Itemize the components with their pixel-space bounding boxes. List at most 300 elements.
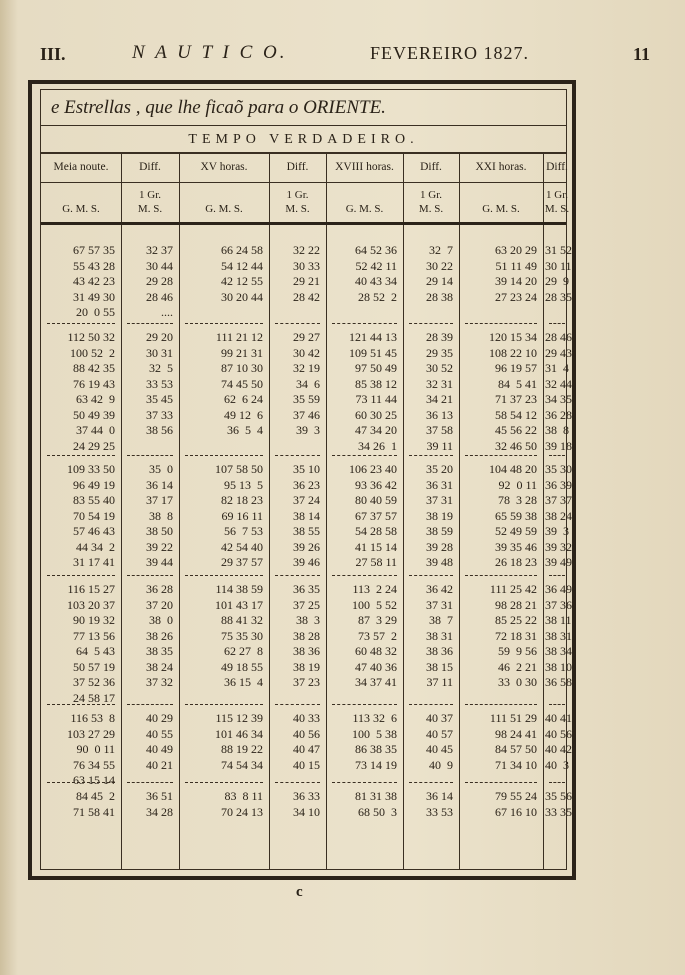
table-cell: 27 58 11 [355,555,397,569]
table-cell: 30 11 [545,258,572,273]
table-cell: 84 57 50 [495,742,537,756]
table-cell: 101 46 34 [215,726,263,741]
table-cell: 36 51 [146,789,173,803]
table-cell: 113 32 6 [352,711,397,725]
table-cell: 32 22 [293,243,320,257]
table-cell: 34 21 [426,392,453,406]
group-separator [185,323,263,324]
table-cell: 39 44 [146,555,173,569]
group-separator [47,455,115,456]
table-cell: 28 42 [293,289,320,304]
table-cell: 29 43 [545,345,572,360]
header-rule [41,182,566,183]
table-cell: 40 37 [426,711,453,725]
table-cell: 49 12 6 [224,407,263,422]
table-cell: 36 39 [545,477,572,492]
table-cell: 38 8 [545,423,569,437]
table-cell: 72 18 31 [495,628,537,643]
table-frame [28,80,576,880]
table-cell: 54 12 44 [221,258,263,273]
table-cell: 115 12 39 [215,711,263,725]
table-cell: 73 11 44 [355,392,397,406]
table-cell: 47 34 20 [355,423,397,437]
table-cell: 96 49 19 [73,477,115,492]
table-cell: 27 23 24 [495,289,537,304]
table-cell: 32 31 [426,376,453,391]
table-cell: 38 10 [545,659,572,674]
table-cell: 37 36 [545,597,572,612]
group-separator [549,455,565,456]
table-cell: 36 14 [426,789,453,803]
table-cell: 38 36 [293,644,320,658]
column-heading: XVIII horas. [335,161,394,173]
table-cell: 60 30 25 [355,407,397,422]
table-cell: 84 5 41 [498,376,537,391]
table-cell: 114 38 59 [215,582,263,596]
table-cell: 55 43 28 [73,258,115,273]
table-cell: 82 18 23 [221,493,263,507]
table-cell: .... [161,305,173,319]
table-cell: 84 45 2 [76,789,115,803]
table-cell: 30 20 44 [221,289,263,304]
table-cell: 35 56 [545,789,572,803]
table-cell: 29 14 [426,274,453,288]
table-cell: 83 55 40 [73,493,115,507]
table-cell: 57 46 43 [73,524,115,538]
group-separator [127,782,173,783]
table-cell: 35 0 [149,462,173,476]
table-cell: 38 31 [426,628,453,643]
column-divider [543,154,544,869]
table-cell: 112 50 32 [67,330,115,344]
table-cell: 71 34 10 [495,757,537,772]
table-cell: 38 8 [149,508,173,523]
ephemeris-table [40,89,572,870]
table-cell: 36 33 [293,789,320,803]
table-cell: 28 46 [545,330,572,344]
column-heading: Diff. [139,161,161,173]
table-cell: 113 2 24 [352,582,397,596]
column-subheading: M. S. [418,203,444,215]
table-cell: 62 27 8 [224,644,263,658]
group-separator [275,704,320,705]
table-cell: 120 15 34 [489,330,537,344]
table-cell: 107 58 50 [215,462,263,476]
table-cell: 39 18 [545,438,572,453]
column-heading: XV horas. [200,161,248,173]
table-cell: 58 54 12 [495,407,537,422]
column-subheading: G. M. S. [205,203,243,215]
group-separator [332,575,397,576]
column-unit: 1 Gr. [286,189,309,201]
table-cell: 40 21 [146,757,173,772]
group-separator [465,575,537,576]
running-head [40,40,650,70]
table-cell: 40 57 [426,726,453,741]
table-cell: 121 44 13 [349,330,397,344]
table-cell: 37 25 [293,597,320,612]
table-cell: 74 54 34 [221,757,263,772]
table-cell: 30 52 [426,361,453,375]
column-unit: 1 Gr. [546,189,568,201]
group-separator [549,323,565,324]
group-separator [465,323,537,324]
table-cell: 38 19 [426,508,453,523]
column-divider [326,154,327,869]
table-cell: 40 41 [545,711,572,725]
table-cell: 30 44 [146,258,173,273]
table-cell: 49 18 55 [221,659,263,674]
table-cell: 36 49 [545,582,572,596]
tempo-heading: TEMPO VERDADEIRO. [41,126,566,154]
table-cell: 40 33 [293,711,320,725]
column-subheading: M. S. [285,203,310,215]
table-cell: 32 46 50 [495,438,537,453]
table-cell: 76 19 43 [73,376,115,391]
table-cell: 33 0 30 [498,675,537,689]
group-separator [127,704,173,705]
table-cell: 63 15 14 [73,773,115,787]
group-separator [127,455,173,456]
table-cell: 96 19 57 [495,361,537,375]
group-separator [549,704,565,705]
table-cell: 36 31 [426,477,453,492]
table-cell: 39 26 [293,539,320,554]
table-cell: 29 37 57 [221,555,263,569]
table-cell: 67 37 57 [355,508,397,523]
table-cell: 106 23 40 [349,462,397,476]
table-cell: 29 35 [426,345,453,360]
table-cell: 37 58 [426,423,453,437]
column-divider [179,154,180,869]
table-cell: 37 32 [146,675,173,689]
table-cell: 40 3 [545,757,569,772]
group-separator [409,704,453,705]
table-cell: 62 6 24 [224,392,263,406]
table-cell: 78 3 28 [498,493,537,507]
table-cell: 32 44 [545,376,572,391]
table-cell: 35 10 [293,462,320,476]
table-cell: 65 59 38 [495,508,537,523]
table-cell: 30 31 [146,345,173,360]
table-cell: 30 42 [293,345,320,360]
table-cell: 86 38 35 [355,742,397,756]
table-cell: 33 53 [146,376,173,391]
table-cell: 93 36 42 [355,477,397,492]
table-cell: 47 40 36 [355,659,397,674]
table-cell: 75 35 30 [221,628,263,643]
table-cell: 109 33 50 [67,462,115,476]
table-cell: 50 57 19 [73,659,115,674]
table-cell: 116 15 27 [67,582,115,596]
table-cell: 38 7 [429,613,453,627]
table-cell: 79 55 24 [495,789,537,803]
column-subheading: G. M. S. [482,203,520,215]
group-separator [275,323,320,324]
table-cell: 100 52 2 [70,345,115,360]
table-cell: 34 6 [296,376,320,391]
table-cell: 104 48 20 [489,462,537,476]
table-cell: 52 42 11 [355,258,397,273]
table-cell: 87 10 30 [221,361,263,375]
table-cell: 35 59 [293,392,320,406]
column-heading: Diff. [286,161,309,173]
table-cell: 85 25 22 [495,613,537,627]
table-cell: 88 19 22 [221,742,263,756]
table-cell: 90 0 11 [76,742,115,756]
table-cell: 31 4 [545,361,569,375]
table-cell: 38 26 [146,628,173,643]
table-cell: 36 23 [293,477,320,492]
table-cell: 33 35 [545,804,572,819]
table-cell: 40 15 [293,757,320,772]
table-cell: 31 52 [545,243,572,257]
table-cell: 64 5 43 [76,644,115,658]
table-cell: 69 16 11 [221,508,263,523]
table-cell: 50 49 39 [73,407,115,422]
table-cell: 32 37 [146,243,173,257]
table-cell: 36 58 [545,675,572,689]
table-cell: 33 53 [426,804,453,819]
table-cell: 31 17 41 [73,555,115,569]
table-cell: 40 29 [146,711,173,725]
column-unit: 1 Gr. [139,189,161,201]
table-cell: 40 42 [545,742,572,756]
table-cell: 38 56 [146,423,173,437]
table-cell: 37 44 0 [76,423,115,437]
table-cell: 32 7 [429,243,453,257]
table-cell: 108 22 10 [489,345,537,360]
table-cell: 39 48 [426,555,453,569]
group-separator [465,455,537,456]
group-separator [409,455,453,456]
table-cell: 37 11 [426,675,453,689]
month-heading: FEVEREIRO 1827. [370,43,529,63]
table-cell: 38 34 [545,644,572,658]
group-separator [47,704,115,705]
table-cell: 95 13 5 [224,477,263,492]
table-cell: 28 35 [545,289,572,304]
table-cell: 36 28 [545,407,572,422]
table-cell: 38 59 [426,524,453,538]
table-cell: 34 37 41 [355,675,397,689]
table-cell: 37 20 [146,597,173,612]
table-cell: 39 14 20 [495,274,537,288]
group-separator [409,323,453,324]
table-cell: 20 0 55 [76,305,115,319]
table-cell: 36 42 [426,582,453,596]
column-divider [403,154,404,869]
table-cell: 85 38 12 [355,376,397,391]
group-separator [127,323,173,324]
table-cell: 66 24 58 [221,243,263,257]
table-cell: 36 14 [146,477,173,492]
table-cell: 31 49 30 [73,289,115,304]
group-separator [465,704,537,705]
group-separator [185,455,263,456]
column-subheading: M. S. [137,203,163,215]
table-cell: 60 48 32 [355,644,397,658]
table-cell: 88 42 35 [73,361,115,375]
table-cell: 38 31 [545,628,572,643]
column-subheading: G. M. S. [62,203,100,215]
column-heading: Meia noute. [53,161,109,173]
table-cell: 28 52 2 [358,289,397,304]
table-cell: 38 11 [545,613,572,627]
table-cell: 40 47 [293,742,320,756]
table-cell: 101 43 17 [215,597,263,612]
table-cell: 37 52 36 [73,675,115,689]
table-cell: 63 20 29 [495,243,537,257]
table-cell: 24 29 25 [73,438,115,453]
table-cell: 64 52 36 [355,243,397,257]
column-unit: 1 Gr. [420,189,442,201]
group-separator [465,782,537,783]
table-cell: 30 22 [426,258,453,273]
table-cell: 83 8 11 [224,789,263,803]
table-cell: 28 38 [426,289,453,304]
table-cell: 63 42 9 [76,392,115,406]
table-cell: 98 24 41 [495,726,537,741]
table-cell: 34 35 [545,392,572,406]
table-cell: 38 0 [149,613,173,627]
table-cell: 36 5 4 [227,423,263,437]
table-cell: 39 32 [545,539,572,554]
signature-mark: c [296,884,303,900]
table-cell: 103 20 37 [67,597,115,612]
group-separator [409,782,453,783]
group-separator [409,575,453,576]
group-separator [47,782,115,783]
table-cell: 37 46 [293,407,320,422]
table-cell: 37 31 [426,493,453,507]
table-cell: 39 49 [545,555,572,569]
group-separator [127,575,173,576]
group-separator [332,323,397,324]
table-cell: 38 55 [293,524,320,538]
table-cell: 45 56 22 [495,423,537,437]
table-cell: 38 24 [146,659,173,674]
group-separator [185,704,263,705]
table-cell: 71 58 41 [73,804,115,819]
table-cell: 87 3 29 [358,613,397,627]
table-cell: 39 3 [545,524,569,538]
table-cell: 44 34 2 [76,539,115,554]
table-cell: 97 50 49 [355,361,397,375]
column-divider [269,154,270,869]
table-cell: 67 57 35 [73,243,115,257]
table-cell: 100 5 52 [352,597,397,612]
table-cell: 111 51 29 [489,711,537,725]
table-cell: 29 20 [146,330,173,344]
table-cell: 42 54 40 [221,539,263,554]
table-cell: 34 10 [293,804,320,819]
table-cell: 32 5 [149,361,173,375]
table-cell: 38 28 [293,628,320,643]
table-cell: 38 3 [296,613,320,627]
table-cell: 40 56 [545,726,572,741]
table-cell: 40 56 [293,726,320,741]
table-cell: 38 36 [426,644,453,658]
table-cell: 90 19 32 [73,613,115,627]
table-cell: 38 24 [545,508,572,523]
table-cell: 39 28 [426,539,453,554]
table-cell: 38 19 [293,659,320,674]
table-cell: 39 46 [293,555,320,569]
table-cell: 67 16 10 [495,804,537,819]
table-cell: 32 19 [293,361,320,375]
table-cell: 36 15 4 [224,675,263,689]
table-subtitle: e Estrellas , que lhe ficaõ para o ORIENTE. [41,90,566,126]
table-cell: 73 14 19 [355,757,397,772]
table-cell: 37 31 [426,597,453,612]
table-cell: 34 28 [146,804,173,819]
table-cell: 81 31 38 [355,789,397,803]
table-cell: 28 39 [426,330,453,344]
table-cell: 88 41 32 [221,613,263,627]
table-cell: 59 9 56 [498,644,537,658]
table-cell: 103 27 29 [67,726,115,741]
table-cell: 111 25 42 [489,582,537,596]
table-cell: 34 26 1 [358,438,397,453]
table-cell: 37 17 [146,493,173,507]
header-rule-thick [41,222,566,225]
group-separator [275,782,320,783]
table-cell: 111 21 12 [215,330,263,344]
table-cell: 40 43 34 [355,274,397,288]
table-cell: 76 34 55 [73,757,115,772]
section-number: III. [40,44,66,64]
table-cell: 109 51 45 [349,345,397,360]
table-cell: 29 28 [146,274,173,288]
table-cell: 100 5 38 [352,726,397,741]
table-cell: 39 3 [296,423,320,437]
group-separator [47,575,115,576]
table-cell: 71 37 23 [495,392,537,406]
table-cell: 39 11 [426,438,453,453]
table-cell: 92 0 11 [498,477,537,492]
column-divider [459,154,460,869]
table-cell: 51 11 49 [495,258,537,273]
table-cell: 35 45 [146,392,173,406]
group-separator [185,782,263,783]
column-heading: XXI horas. [475,161,527,173]
table-cell: 26 18 23 [495,555,537,569]
table-cell: 77 13 56 [73,628,115,643]
table-cell: 29 27 [293,330,320,344]
table-cell: 43 42 23 [73,274,115,288]
group-separator [549,782,565,783]
table-cell: 73 57 2 [358,628,397,643]
table-cell: 41 15 14 [355,539,397,554]
table-cell: 29 9 [545,274,569,288]
table-cell: 37 37 [545,493,572,507]
group-separator [332,782,397,783]
table-cell: 56 7 53 [224,524,263,538]
group-separator [332,455,397,456]
table-cell: 68 50 3 [358,804,397,819]
column-divider [121,154,122,869]
table-cell: 70 54 19 [73,508,115,523]
table-cell: 37 23 [293,675,320,689]
table-cell: 39 35 46 [495,539,537,554]
table-cell: 35 20 [426,462,453,476]
table-cell: 40 49 [146,742,173,756]
table-cell: 40 55 [146,726,173,741]
group-separator [185,575,263,576]
column-heading: Diff. [420,161,442,173]
table-cell: 38 14 [293,508,320,523]
